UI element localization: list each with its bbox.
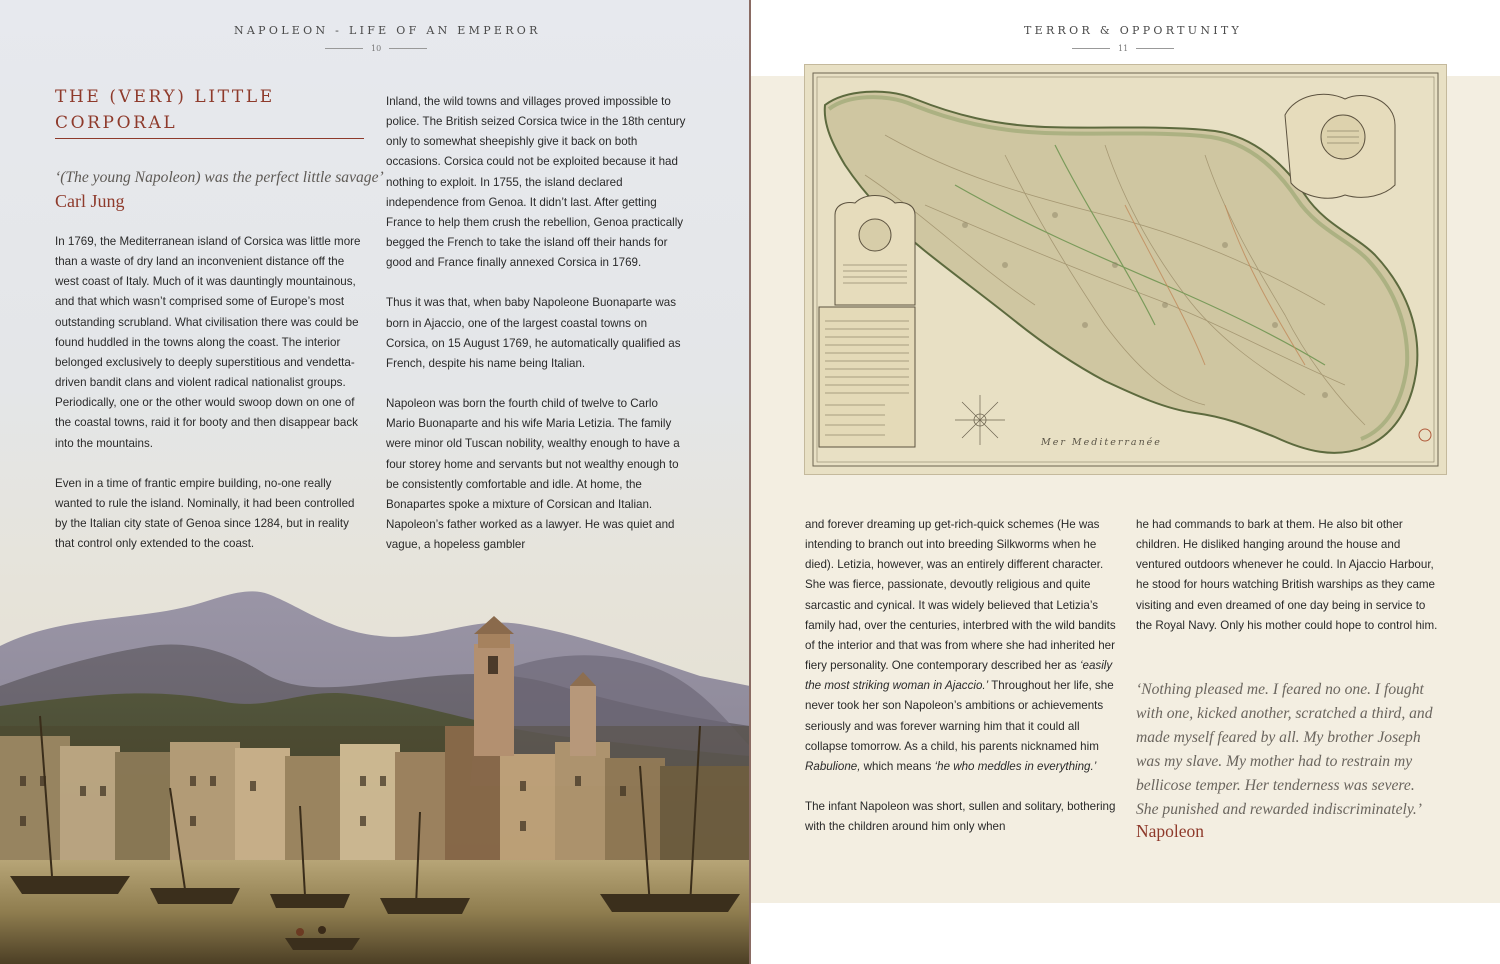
right-page: [751, 0, 1500, 964]
paragraph: [805, 515, 1117, 777]
paragraph: In 1769, the Mediterranean island of Corsica was little more than a waste of dry land an inconvenient distance off the west coast of Italy. Much of it was dauntingly mountainous, and that which wasn’t comprised some of Europe’s most outstanding scrubland. What civilisation there was could be found huddled in the towns along the coast. The interior belonged exclusively to deeply superstitious and vendetta-driven bandit clans and violent radical nationalist groups. Periodically, one or the other would swoop down on one of the coastal towns, raid it for booty and then disappear back into the mountains.: [55, 235, 361, 450]
paragraph: he had commands to bark at them. He also bit other children. He disliked hanging around the house and ventured outdoors whenever he could. In Ajaccio Harbour, he stood for hours watching British warships as they came visiting and even dreamed of one day being in service to the Royal Navy. Only his mother could hope to control him.: [1136, 518, 1438, 632]
text-run-italic: Rabulione,: [805, 759, 861, 773]
body-column-1: [55, 232, 367, 554]
body-column-4: [1136, 515, 1440, 636]
body-column-3: [805, 515, 1117, 837]
pull-quote-attribution: Napoleon: [1136, 821, 1205, 841]
text-run: Throughout her life, she never took her son Napoleon’s ambitions or achievements seriously and was forever warning him that it could all collapse tomorrow. As a child, his parents nicknamed him: [805, 679, 1114, 753]
body-column-2: [386, 92, 690, 555]
text-run: and forever dreaming up get-rich-quick schemes (He was intending to branch out into breeding Silkworms when he died). Letizia, however, was an entirely different character. She was fierce, passionate, devoutly religious and quite sarcastic and cynical. It was widely believed that Letizia’s family had, over the centuries, interbred with the wild bandits of the interior and that was from where she had inherited her fiery personality. One contemporary described her as: [805, 518, 1116, 673]
paragraph: Even in a time of frantic empire building, no-one really wanted to rule the island. Nominally, it had been controlled by the Italian city state of Genoa since 1284, but in reality that control only extended to the coast.: [55, 476, 355, 551]
folio-rule: [1136, 48, 1174, 49]
paragraph: Napoleon was born the fourth child of twelve to Carlo Mario Buonaparte and his wife Maria Letizia. The family were minor old Tuscan nobility, wealthy enough to have a four storey home and servants but not wealthy enough to be consistently comfortable and idle. At home, the Bonapartes spoke a mixture of Corsican and Italian. Napoleon’s father worked as a lawyer. He was quiet and vague, a hopeless gambler: [386, 397, 680, 552]
text-run-italic: ‘easily the most striking woman in Ajaccio.’: [805, 659, 1113, 693]
folio-rule: [325, 48, 363, 49]
epigraph-quote: ‘(The young Napoleon) was the perfect little savage’: [55, 169, 384, 186]
map-sea-label: Mer Mediterranée: [1041, 437, 1162, 448]
paragraph: The infant Napoleon was short, sullen and solitary, bothering with the children around him only when: [805, 800, 1116, 834]
paragraph: Inland, the wild towns and villages proved impossible to police. The British seized Corsica twice in the 18th century only to somewhat sheepishly give it back on both occasions. Corsica could not be exploited because it had nothing to exploit. In 1755, the island declared independence from Genoa. It didn’t last. After getting France to help them crush the rebellion, Genoa practically begged the French to take the island off their hands for good and France finally annexed Corsica in 1769.: [386, 95, 686, 270]
folio-left: [325, 44, 427, 53]
corsica-map: [804, 64, 1447, 475]
page-number-right: 11: [1118, 44, 1129, 53]
title-divider: [55, 138, 364, 139]
text-run: which means: [860, 759, 935, 773]
pull-quote: ‘Nothing pleased me. I feared no one. I fought with one, kicked another, scratched a third, and made myself feared by all. My brother Joseph was my slave. My mother had to restrain my bellicose temper. Her tenderness was severe. She punished and rewarded indiscriminately.’: [1136, 681, 1433, 818]
text-run-italic: ‘he who meddles in everything.’: [934, 759, 1097, 773]
folio-rule: [1072, 48, 1110, 49]
section-title-line1: THE (VERY) LITTLE: [55, 87, 275, 107]
epigraph-attribution: Carl Jung: [55, 191, 125, 211]
corsica-map-drawing: [805, 65, 1446, 474]
folio-rule: [389, 48, 427, 49]
running-head-right: TERROR & OPPORTUNITY: [1024, 24, 1243, 37]
page-number-left: 10: [371, 44, 382, 53]
section-title: [55, 84, 363, 136]
section-title-line2: CORPORAL: [55, 113, 178, 133]
corsican-harbour-painting: [0, 576, 750, 964]
running-head-left: NAPOLEON - LIFE OF AN EMPEROR: [234, 24, 541, 37]
paragraph: Thus it was that, when baby Napoleone Buonaparte was born in Ajaccio, one of the largest coastal towns on Corsica, on 15 August 1769, he automatically qualified as French, despite his name being Italian.: [386, 296, 681, 370]
folio-right: [1072, 44, 1174, 53]
